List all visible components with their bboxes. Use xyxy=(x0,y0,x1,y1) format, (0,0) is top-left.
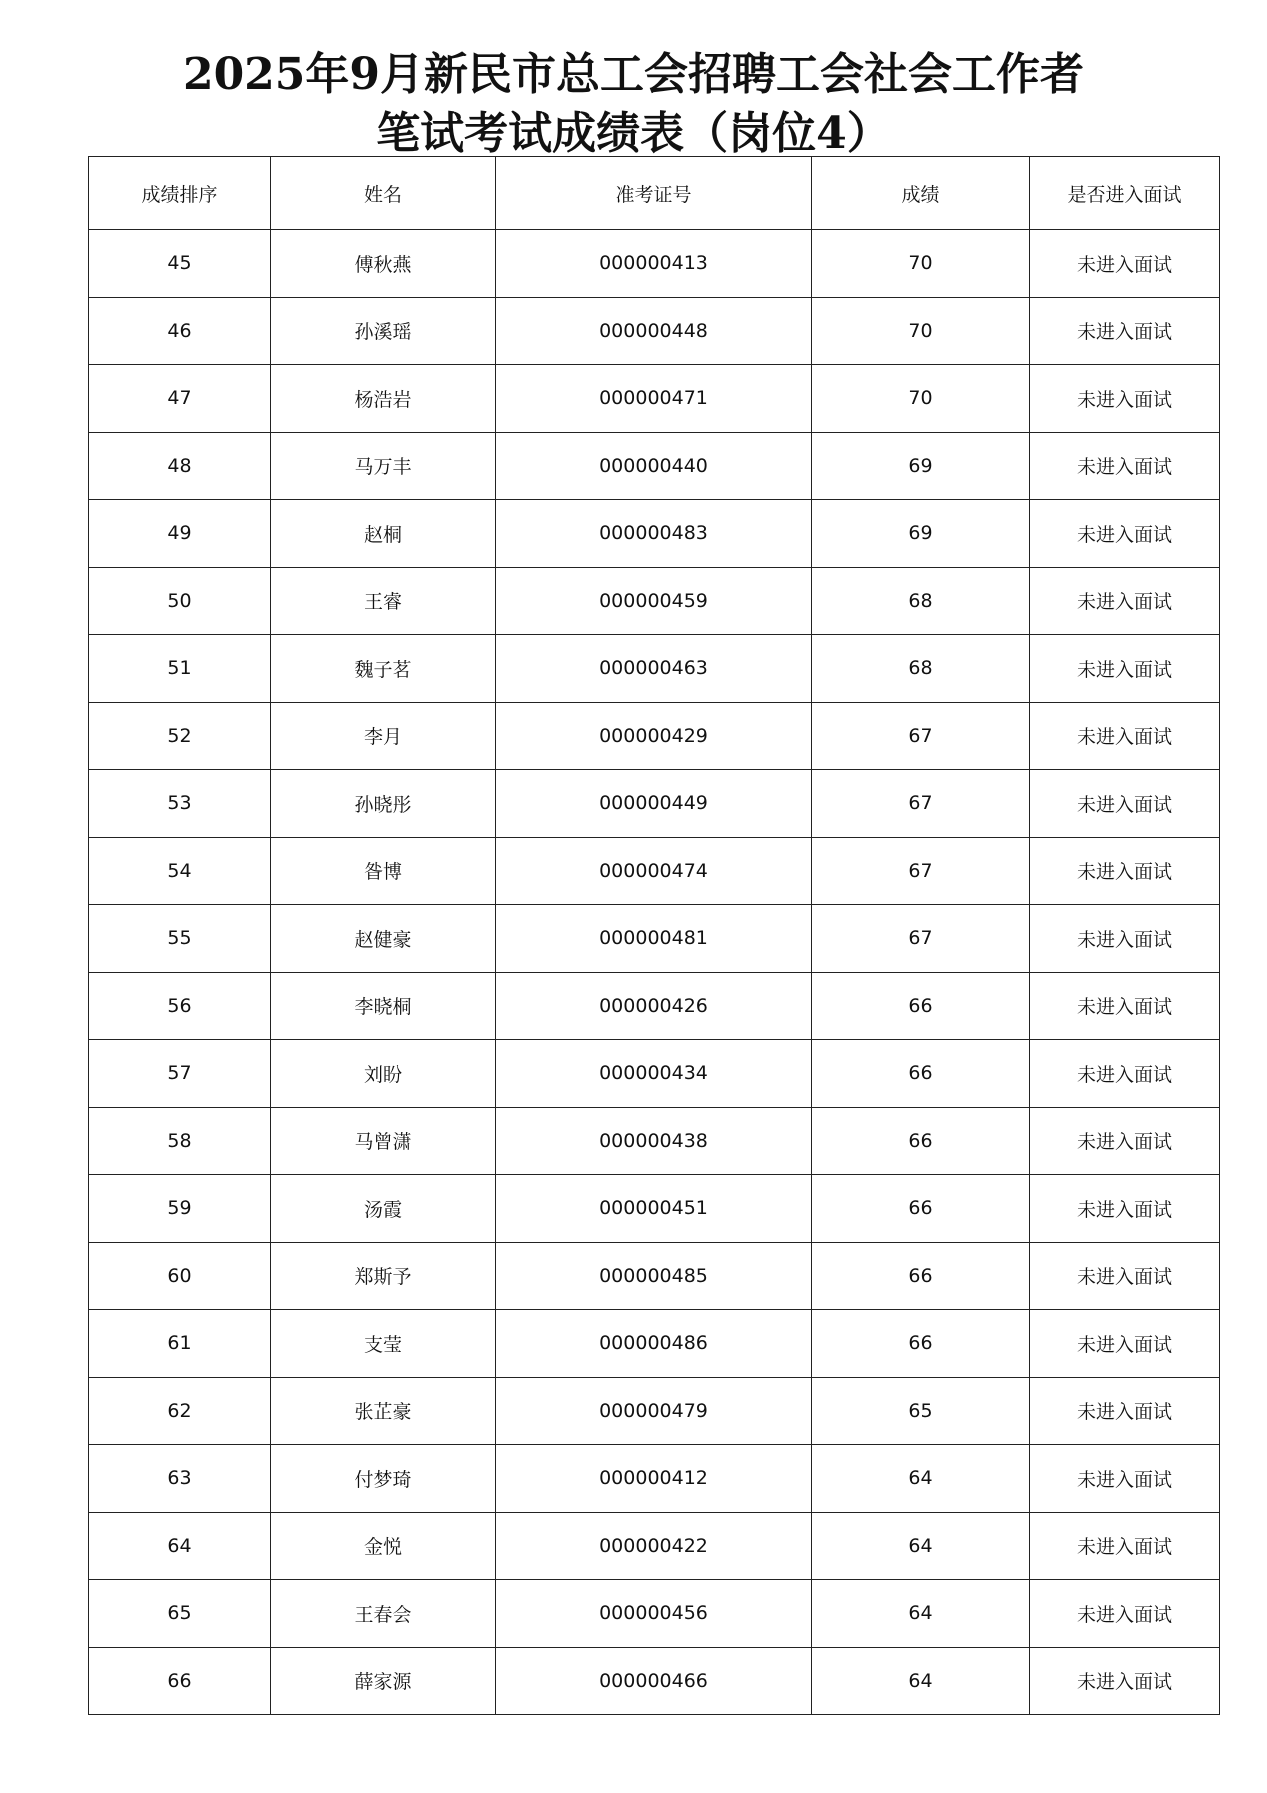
cell-ticket-number: 000000485 xyxy=(496,1242,812,1310)
cell-score: 66 xyxy=(812,1242,1030,1310)
table-body xyxy=(89,230,1220,1715)
cell-score: 64 xyxy=(812,1445,1030,1513)
cell-interview-status: 未进入面试 xyxy=(1030,500,1220,568)
table-row xyxy=(89,1445,1220,1513)
cell-rank: 63 xyxy=(89,1445,271,1513)
cell-ticket-number: 000000456 xyxy=(496,1580,812,1648)
cell-ticket-number: 000000451 xyxy=(496,1175,812,1243)
cell-name: 支莹 xyxy=(271,1310,496,1378)
cell-name: 李晓桐 xyxy=(271,972,496,1040)
cell-interview-status: 未进入面试 xyxy=(1030,702,1220,770)
cell-interview-status: 未进入面试 xyxy=(1030,635,1220,703)
cell-name: 李月 xyxy=(271,702,496,770)
cell-score: 64 xyxy=(812,1512,1030,1580)
cell-interview-status: 未进入面试 xyxy=(1030,1647,1220,1715)
cell-rank: 57 xyxy=(89,1040,271,1108)
cell-rank: 54 xyxy=(89,837,271,905)
cell-score: 66 xyxy=(812,1310,1030,1378)
cell-name: 王睿 xyxy=(271,567,496,635)
table-row xyxy=(89,1107,1220,1175)
cell-name: 昝博 xyxy=(271,837,496,905)
cell-rank: 52 xyxy=(89,702,271,770)
cell-ticket-number: 000000474 xyxy=(496,837,812,905)
table-row xyxy=(89,837,1220,905)
cell-score: 67 xyxy=(812,770,1030,838)
table-row xyxy=(89,1512,1220,1580)
table-row xyxy=(89,1647,1220,1715)
cell-interview-status: 未进入面试 xyxy=(1030,905,1220,973)
cell-ticket-number: 000000483 xyxy=(496,500,812,568)
cell-score: 70 xyxy=(812,365,1030,433)
cell-rank: 47 xyxy=(89,365,271,433)
cell-rank: 55 xyxy=(89,905,271,973)
table-row xyxy=(89,365,1220,433)
cell-name: 付梦琦 xyxy=(271,1445,496,1513)
table-row xyxy=(89,1175,1220,1243)
cell-rank: 46 xyxy=(89,297,271,365)
cell-name: 郑斯予 xyxy=(271,1242,496,1310)
cell-score: 69 xyxy=(812,500,1030,568)
cell-name: 马曾潇 xyxy=(271,1107,496,1175)
score-table xyxy=(88,156,1220,1715)
cell-score: 70 xyxy=(812,297,1030,365)
cell-interview-status: 未进入面试 xyxy=(1030,365,1220,433)
cell-name: 刘盼 xyxy=(271,1040,496,1108)
cell-interview-status: 未进入面试 xyxy=(1030,230,1220,298)
cell-interview-status: 未进入面试 xyxy=(1030,297,1220,365)
table-row xyxy=(89,972,1220,1040)
cell-name: 孙溪瑶 xyxy=(271,297,496,365)
cell-interview-status: 未进入面试 xyxy=(1030,972,1220,1040)
cell-interview-status: 未进入面试 xyxy=(1030,1107,1220,1175)
table-row xyxy=(89,1580,1220,1648)
cell-ticket-number: 000000434 xyxy=(496,1040,812,1108)
cell-interview-status: 未进入面试 xyxy=(1030,1242,1220,1310)
cell-score: 66 xyxy=(812,1107,1030,1175)
cell-name: 马万丰 xyxy=(271,432,496,500)
cell-name: 汤霞 xyxy=(271,1175,496,1243)
table-row xyxy=(89,702,1220,770)
cell-name: 王春会 xyxy=(271,1580,496,1648)
table-row xyxy=(89,432,1220,500)
cell-interview-status: 未进入面试 xyxy=(1030,1377,1220,1445)
table-row xyxy=(89,770,1220,838)
cell-ticket-number: 000000463 xyxy=(496,635,812,703)
header-score: 成绩 xyxy=(812,157,1030,230)
cell-rank: 61 xyxy=(89,1310,271,1378)
cell-score: 64 xyxy=(812,1647,1030,1715)
cell-name: 张芷豪 xyxy=(271,1377,496,1445)
cell-interview-status: 未进入面试 xyxy=(1030,837,1220,905)
table-header-row xyxy=(89,157,1220,230)
table-row xyxy=(89,1377,1220,1445)
cell-ticket-number: 000000466 xyxy=(496,1647,812,1715)
cell-rank: 60 xyxy=(89,1242,271,1310)
cell-ticket-number: 000000479 xyxy=(496,1377,812,1445)
cell-rank: 64 xyxy=(89,1512,271,1580)
table-row xyxy=(89,1242,1220,1310)
cell-rank: 51 xyxy=(89,635,271,703)
cell-interview-status: 未进入面试 xyxy=(1030,1512,1220,1580)
cell-rank: 45 xyxy=(89,230,271,298)
cell-interview-status: 未进入面试 xyxy=(1030,1175,1220,1243)
cell-interview-status: 未进入面试 xyxy=(1030,432,1220,500)
cell-name: 杨浩岩 xyxy=(271,365,496,433)
cell-score: 69 xyxy=(812,432,1030,500)
cell-interview-status: 未进入面试 xyxy=(1030,770,1220,838)
cell-ticket-number: 000000471 xyxy=(496,365,812,433)
cell-ticket-number: 000000413 xyxy=(496,230,812,298)
cell-rank: 62 xyxy=(89,1377,271,1445)
cell-ticket-number: 000000422 xyxy=(496,1512,812,1580)
cell-interview-status: 未进入面试 xyxy=(1030,1310,1220,1378)
header-ticket-number: 准考证号 xyxy=(496,157,812,230)
table-row xyxy=(89,1310,1220,1378)
cell-score: 65 xyxy=(812,1377,1030,1445)
header-interview-status: 是否进入面试 xyxy=(1030,157,1220,230)
cell-rank: 53 xyxy=(89,770,271,838)
cell-ticket-number: 000000448 xyxy=(496,297,812,365)
cell-score: 64 xyxy=(812,1580,1030,1648)
cell-score: 68 xyxy=(812,635,1030,703)
cell-interview-status: 未进入面试 xyxy=(1030,1040,1220,1108)
cell-ticket-number: 000000429 xyxy=(496,702,812,770)
cell-name: 金悦 xyxy=(271,1512,496,1580)
cell-rank: 49 xyxy=(89,500,271,568)
cell-ticket-number: 000000426 xyxy=(496,972,812,1040)
cell-score: 67 xyxy=(812,702,1030,770)
table-row xyxy=(89,905,1220,973)
cell-ticket-number: 000000438 xyxy=(496,1107,812,1175)
cell-rank: 59 xyxy=(89,1175,271,1243)
cell-score: 66 xyxy=(812,1040,1030,1108)
cell-rank: 56 xyxy=(89,972,271,1040)
cell-ticket-number: 000000459 xyxy=(496,567,812,635)
cell-interview-status: 未进入面试 xyxy=(1030,1580,1220,1648)
cell-ticket-number: 000000440 xyxy=(496,432,812,500)
table-row xyxy=(89,1040,1220,1108)
page-title-line2: 笔试考试成绩表（岗位4） xyxy=(376,108,891,159)
cell-rank: 48 xyxy=(89,432,271,500)
cell-score: 66 xyxy=(812,972,1030,1040)
cell-ticket-number: 000000412 xyxy=(496,1445,812,1513)
cell-score: 66 xyxy=(812,1175,1030,1243)
page-title-line1: 2025年9月新民市总工会招聘工会社会工作者 xyxy=(182,49,1085,100)
table-row xyxy=(89,230,1220,298)
cell-interview-status: 未进入面试 xyxy=(1030,1445,1220,1513)
cell-name: 赵健豪 xyxy=(271,905,496,973)
table-row xyxy=(89,567,1220,635)
cell-rank: 66 xyxy=(89,1647,271,1715)
cell-ticket-number: 000000481 xyxy=(496,905,812,973)
cell-ticket-number: 000000449 xyxy=(496,770,812,838)
table-row xyxy=(89,635,1220,703)
table-row xyxy=(89,297,1220,365)
cell-name: 赵桐 xyxy=(271,500,496,568)
cell-name: 魏子茗 xyxy=(271,635,496,703)
cell-name: 傅秋燕 xyxy=(271,230,496,298)
header-name: 姓名 xyxy=(271,157,496,230)
header-rank: 成绩排序 xyxy=(89,157,271,230)
table-row xyxy=(89,500,1220,568)
cell-name: 薛家源 xyxy=(271,1647,496,1715)
cell-name: 孙晓彤 xyxy=(271,770,496,838)
cell-score: 67 xyxy=(812,837,1030,905)
cell-ticket-number: 000000486 xyxy=(496,1310,812,1378)
cell-rank: 65 xyxy=(89,1580,271,1648)
cell-rank: 58 xyxy=(89,1107,271,1175)
cell-interview-status: 未进入面试 xyxy=(1030,567,1220,635)
cell-rank: 50 xyxy=(89,567,271,635)
cell-score: 68 xyxy=(812,567,1030,635)
cell-score: 67 xyxy=(812,905,1030,973)
cell-score: 70 xyxy=(812,230,1030,298)
